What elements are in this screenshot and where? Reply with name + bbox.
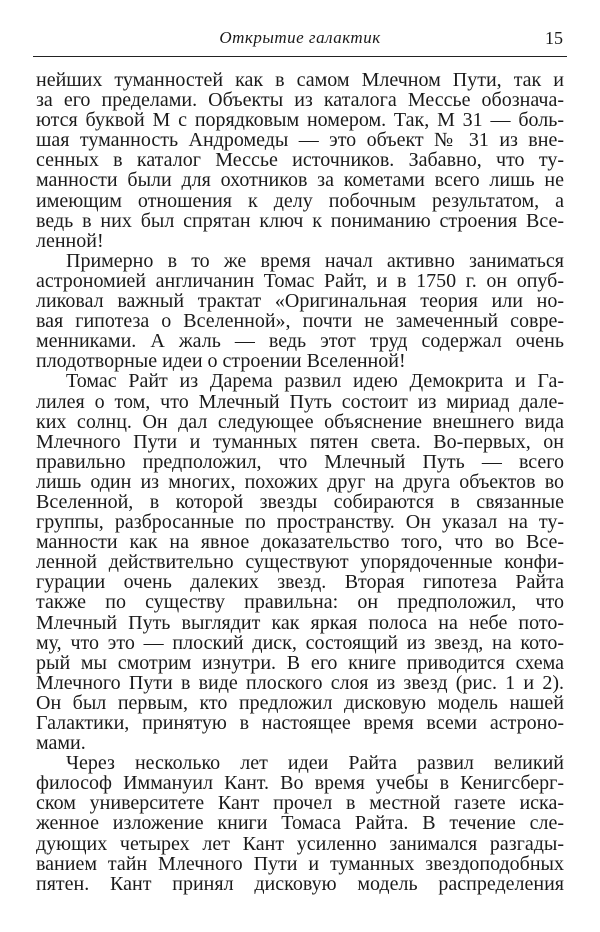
text-line: группы, разбросанные по пространству. Он указал на ту- [36,511,564,534]
text-line: Примерно в то же время начал активно заниматься [66,249,564,272]
text-line: ются буквой М с порядковым номером. Так, М 31 — боль- [36,109,564,132]
text-line: женное изложение книги Томаса Райта. В течение сле- [36,812,564,835]
text-line: Галактики, принятую в настоящее время всеми астроно- [36,712,564,734]
text-line: пятен. Кант принял дисковую модель распределения [36,872,564,895]
text-line: Томас Райт из Дарема развил идею Демокрита и Га- [66,370,564,393]
text-line: астрономией англичанин Томас Райт, и в 1750 г. он опуб- [36,269,564,292]
running-title: Открытие галактик [219,28,381,47]
header-rule [33,56,567,57]
paragraph [36,371,564,753]
text-line: Млечный Путь выглядит как яркая полоса на небе пото- [36,611,564,634]
text-line: ленной! [36,229,104,252]
text-line: также по существу правильна: он предположил, что [36,591,564,614]
text-line: плодотворные идеи о строении Вселенной! [36,350,406,373]
text-line: правильно предположил, что Млечный Путь — всего [36,450,564,473]
text-line: ких солнц. Он дал следующее объяснение внешнего вида [36,410,564,433]
text-line: лилея о том, что Млечный Путь состоит из мириад дале- [36,390,564,413]
text-line: менниками. А жаль — ведь этот труд содержал очень [36,330,564,353]
paragraph [36,70,564,251]
text-line: рый мы смотрим изнутри. В его книге приводится схема [36,651,564,674]
page-number: 15 [545,28,563,48]
text-line: вая гипотеза о Вселенной», почти не замеченный совре- [36,310,564,333]
text-line: философ Иммануил Кант. Во время учебы в Кенигсберг- [36,772,564,795]
text-line: нейших туманностей как в самом Млечном Пути, так и [36,69,564,91]
text-line: ском университете Кант прочел в местной газете иска- [36,792,564,815]
page-header [35,28,565,52]
text-line: гурации очень далеких звезд. Вторая гипотеза Райта [36,571,564,594]
text-line: му, что это — плоский диск, состоящий из звезд, на кото- [36,631,564,654]
text-line: дующих четырех лет Кант усиленно занимался разгады- [36,832,564,855]
text-line: сенных в каталог Мессье источников. Забавно, что ту- [36,149,564,172]
text-line: лишь один из многих, похожих друг на друга объектов во [36,470,564,493]
text-line: мами. [36,732,86,755]
text-line: Млечного Пути в виде плоского слоя из звезд (рис. 1 и 2). [36,671,564,694]
body-text [36,70,564,894]
text-line: Через несколько лет идеи Райта развил великий [66,752,564,775]
text-line: манности были для охотников за кометами всего лишь не [36,169,564,192]
text-line: Млечного Пути и туманных пятен света. Во-первых, он [36,430,564,453]
paragraph [36,251,564,372]
text-line: ведь в них был спрятан ключ к пониманию строения Все- [36,209,564,232]
text-line: имеющим отношения к делу побочным результатом, а [36,189,564,212]
text-line: Он был первым, кто предложил дисковую модель нашей [36,691,564,714]
text-line: манности как на явное доказательство того, что во Все- [36,531,564,554]
text-line: Вселенной, в которой звезды собираются в связанные [36,490,564,513]
text-line: за его пределами. Объекты из каталога Мессье обознача- [36,89,564,112]
text-line: ленной действительно существуют упорядоченные конфи- [36,551,564,574]
text-line: ликовал важный трактат «Оригинальная теория или но- [36,290,564,313]
text-line: шая туманность Андромеды — это объект № 31 из вне- [36,129,564,152]
text-line: ванием тайн Млечного Пути и туманных звездоподобных [36,852,564,875]
paragraph [36,753,564,894]
